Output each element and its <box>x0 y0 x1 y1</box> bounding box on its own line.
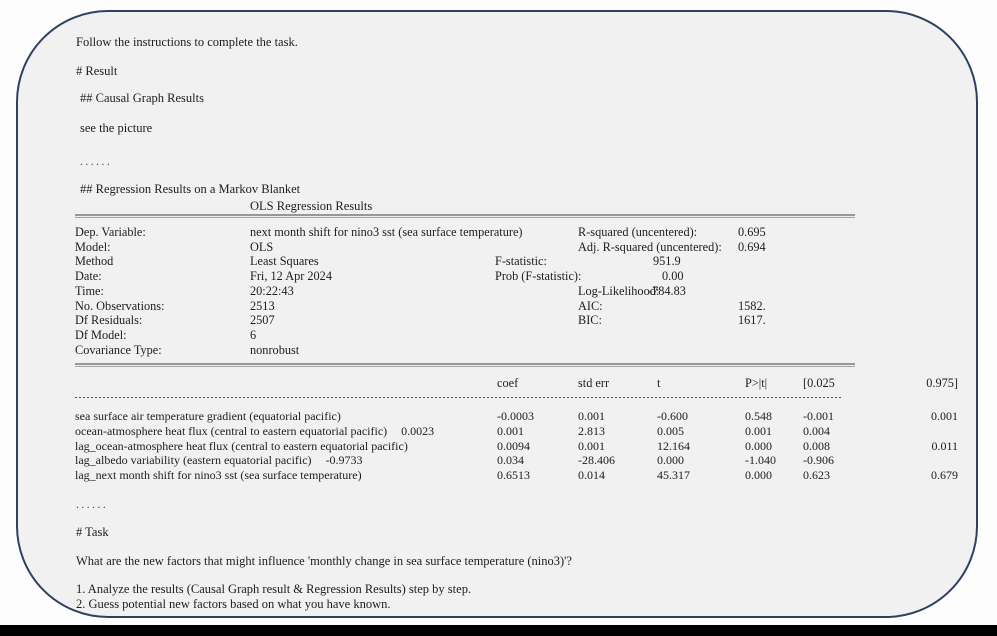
coef-cell-value: -0.600 <box>657 409 688 423</box>
summary-value: Least Squares <box>250 254 319 269</box>
coef-variable-name: sea surface air temperature gradient (equatorial pacific) <box>75 409 341 423</box>
summary-label: Df Residuals: <box>75 313 143 328</box>
summary-stat-label: BIC: <box>578 313 602 328</box>
summary-label: Time: <box>75 283 104 298</box>
summary-label: Dep. Variable: <box>75 225 146 239</box>
coef-cell-value: 0.005 <box>657 423 684 438</box>
coef-cell-value: 0.011 <box>931 438 958 453</box>
coef-cell-value: 0.000 <box>745 468 772 482</box>
summary-row <box>75 299 980 313</box>
coef-cell-value: 0.548 <box>745 409 772 423</box>
coef-cell-value: 0.6513 <box>497 468 530 482</box>
coef-cell-value: 0.008 <box>803 438 830 453</box>
coef-variable-name: lag_next month shift for nino3 sst (sea surface temperature) <box>75 468 362 482</box>
coef-cell-value: -28.406 <box>578 453 615 468</box>
coef-row <box>75 439 980 453</box>
coef-cell-value: 0.001 <box>578 438 605 453</box>
coef-cell-value: 0.001 <box>578 409 605 423</box>
summary-stat-label: AIC: <box>578 298 603 313</box>
coef-cell-value: -0.0003 <box>497 409 534 423</box>
coef-row <box>75 409 980 423</box>
table-rule-mid <box>75 363 855 367</box>
summary-value: 2507 <box>250 313 275 328</box>
summary-row <box>75 240 980 254</box>
summary-value: next month shift for nino3 sst (sea surface temperature) <box>250 225 523 239</box>
coef-column-header: t <box>657 376 661 390</box>
summary-stat-value: 0.694 <box>738 239 766 254</box>
coef-cell-value: 0.001 <box>497 423 524 438</box>
coef-cell-value: 0.0094 <box>497 438 530 453</box>
table-rule-top <box>75 214 855 218</box>
coef-inline-value: 0.0023 <box>401 423 435 438</box>
coef-cell-value: 0.034 <box>497 453 524 468</box>
coef-cell-value: -0.001 <box>803 409 834 423</box>
summary-row <box>75 269 980 283</box>
summary-stat-label: F-statistic: <box>495 254 547 269</box>
coef-row <box>75 468 980 482</box>
summary-stat-value: 0.00 <box>662 269 684 284</box>
coef-variable-name: lag_ocean-atmosphere heat flux (central to eastern equatorial pacific) <box>75 438 408 453</box>
summary-label: Method <box>75 254 114 269</box>
bottom-black-bar <box>0 625 997 636</box>
task-heading: # Task <box>76 525 109 539</box>
summary-stat-label: Prob (F-statistic): <box>495 269 582 284</box>
coef-cell-value: 0.004 <box>803 423 830 438</box>
regression-heading: ## Regression Results on a Markov Blanket <box>80 182 301 196</box>
coef-cell-value: 0.001 <box>931 409 958 423</box>
summary-row <box>75 254 980 268</box>
coef-cell-value: -0.906 <box>803 453 834 468</box>
coef-header-row <box>75 376 980 390</box>
coef-column-header: P>|t| <box>745 376 768 390</box>
coef-cell-value: 45.317 <box>657 468 690 482</box>
coef-column-header: std err <box>578 376 610 390</box>
task-step-2: 2. Guess potential new factors based on what you have known. <box>76 597 391 611</box>
coef-cell-value: 12.164 <box>657 438 690 453</box>
summary-row <box>75 328 980 342</box>
ols-results-title: OLS Regression Results <box>250 199 373 213</box>
coef-column-header: [0.025 <box>803 376 835 390</box>
summary-row <box>75 343 980 357</box>
coef-cell-value: 0.000 <box>657 453 684 468</box>
summary-stat-value: 951.9 <box>653 254 681 269</box>
coef-variable-name: ocean-atmosphere heat flux (central to eastern equatorial pacific) <box>75 423 388 438</box>
summary-stat-value: 1617. <box>738 313 766 328</box>
coef-cell-value: -1.040 <box>745 453 776 468</box>
summary-stat-label: Adj. R-squared (uncentered): <box>578 239 722 254</box>
ellipsis-text: ...... <box>80 156 113 168</box>
summary-stat-value: 1582. <box>738 298 766 313</box>
summary-value: nonrobust <box>250 342 300 357</box>
summary-label: Covariance Type: <box>75 342 162 357</box>
summary-label: Model: <box>75 239 111 254</box>
task-question: What are the new factors that might influence 'monthly change in sea surface temperature (nino3)'? <box>76 554 572 568</box>
summary-stat-label: Log-Likelihood: <box>578 283 660 298</box>
header-separator-dashed <box>75 397 843 398</box>
summary-label: No. Observations: <box>75 298 165 313</box>
summary-value: 6 <box>250 327 257 342</box>
coef-column-header: 0.975] <box>926 376 958 390</box>
summary-value: 20:22:43 <box>250 283 294 298</box>
coef-cell-value: 0.014 <box>578 468 605 482</box>
summary-value: OLS <box>250 239 274 254</box>
summary-row <box>75 284 980 298</box>
coef-cell-value: 0.001 <box>745 423 772 438</box>
summary-label: Date: <box>75 269 102 284</box>
coef-variable-name: lag_albedo variability (eastern equatorial pacific) <box>75 453 312 468</box>
summary-stat-value: -784.83 <box>648 283 686 298</box>
summary-row <box>75 313 980 327</box>
summary-stat-label: R-squared (uncentered): <box>578 225 698 239</box>
coef-inline-value: -0.9733 <box>325 453 363 468</box>
summary-value: 2513 <box>250 298 275 313</box>
coef-row <box>75 424 980 438</box>
coef-cell-value: 2.813 <box>578 423 605 438</box>
summary-stat-value: 0.695 <box>738 225 766 239</box>
summary-label: Df Model: <box>75 327 127 342</box>
summary-value: Fri, 12 Apr 2024 <box>250 269 332 284</box>
see-picture-text: see the picture <box>80 121 153 135</box>
result-heading: # Result <box>76 64 118 78</box>
coef-column-header: coef <box>497 376 519 390</box>
coef-cell-value: 0.000 <box>745 438 772 453</box>
coef-cell-value: 0.623 <box>803 468 830 482</box>
coef-row <box>75 453 980 467</box>
task-step-1: 1. Analyze the results (Causal Graph result & Regression Results) step by step. <box>76 582 472 596</box>
coef-cell-value: 0.679 <box>931 468 958 482</box>
causal-graph-heading: ## Causal Graph Results <box>80 91 204 105</box>
ellipsis-text: ...... <box>76 499 109 511</box>
intro-text: Follow the instructions to complete the task. <box>76 35 298 49</box>
summary-row <box>75 225 980 239</box>
